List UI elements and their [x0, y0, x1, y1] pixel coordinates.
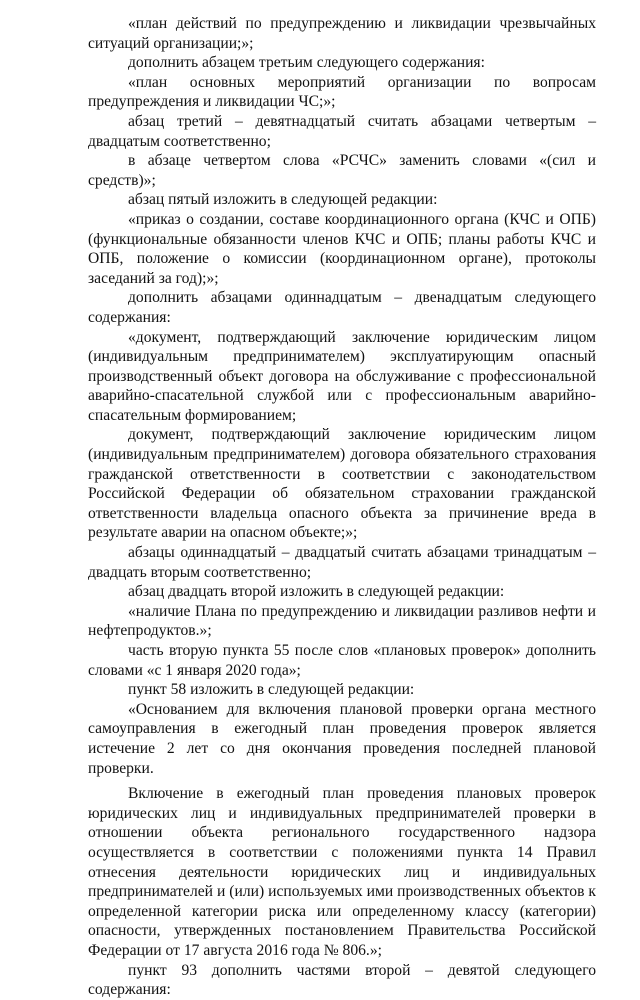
- paragraph: в абзаце четвертом слова «РСЧС» заменить словами «(сил и средств)»;: [88, 152, 596, 189]
- paragraph: абзац пятый изложить в следующей редакции:: [128, 191, 438, 209]
- paragraph: «Основанием для включения плановой проверки органа местного самоуправления в ежегодный план проведения проверок является истечение 2 лет со дня окончания проведения последней плановой проверки.: [88, 700, 596, 777]
- paragraph: «наличие Плана по предупреждению и ликвидации разливов нефти и нефтепродуктов.»;: [88, 602, 596, 640]
- paragraph: абзац двадцать второй изложить в следующей редакции:: [128, 583, 505, 601]
- paragraph: абзац третий – девятнадцатый считать абзацами четвертым – двадцатым соответственно;: [88, 112, 596, 150]
- paragraph: дополнить абзацами одиннадцатым – двенадцатым следующего содержания:: [88, 289, 596, 326]
- paragraph: абзацы одиннадцатый – двадцатый считать абзацами тринадцатым – двадцать вторым соответственно;: [88, 544, 596, 581]
- paragraph: «приказ о создании, составе координационного органа (КЧС и ОПБ) (функциональные обязанности членов КЧС и ОПБ; планы работы КЧС и ОПБ, положение о комиссии (координационном органе), протоколы заседаний за год);»;: [88, 210, 596, 287]
- paragraph: «план действий по предупреждению и ликвидации чрезвычайных ситуаций организации;»;: [88, 15, 596, 52]
- paragraph: дополнить абзацем третьим следующего содержания:: [128, 54, 485, 72]
- paragraph: «документ, подтверждающий заключение юридическим лицом (индивидуальным предпринимателем) эксплуатирующим опасный производственный объект договора на обслуживание с профессиональной аварийно-спасательной службой или с профессиональным аварийно-спасательным формированием;: [88, 328, 596, 424]
- document-body: [88, 14, 596, 1000]
- paragraph: пункт 58 изложить в следующей редакции:: [128, 681, 415, 699]
- paragraph: часть вторую пункта 55 после слов «плановых проверок» дополнить словами «с 1 января 2020 года»;: [88, 642, 596, 679]
- paragraph: Включение в ежегодный план проведения плановых проверок юридических лиц и индивидуальных предпринимателей проверки в отношении объекта регионального государственного надзора осуществляется в соответствии с положениями пункта 14 Правил отнесения деятельности юридических лиц и индивидуальных предпринимателей и (или) используемых ими производственных объектов к определенной категории риска или определенному классу (категории) опасности, утвержденных постановлением Правительства Российской Федерации от 17 августа 2016 года № 806.»;: [88, 785, 596, 959]
- paragraph: «план основных мероприятий организации по вопросам предупреждения и ликвидации ЧС;»;: [88, 73, 596, 111]
- paragraph: документ, подтверждающий заключение юридическим лицом (индивидуальным предпринимателем) договора обязательного страхования гражданской ответственности в соответствии с законодательством Российской Федерации об обязательном страховании гражданской ответственности владельца опасного объекта за причинение вреда в результате аварии на опасном объекте;»;: [88, 426, 596, 542]
- paragraph: пункт 93 дополнить частями второй – девятой следующего содержания:: [88, 961, 596, 999]
